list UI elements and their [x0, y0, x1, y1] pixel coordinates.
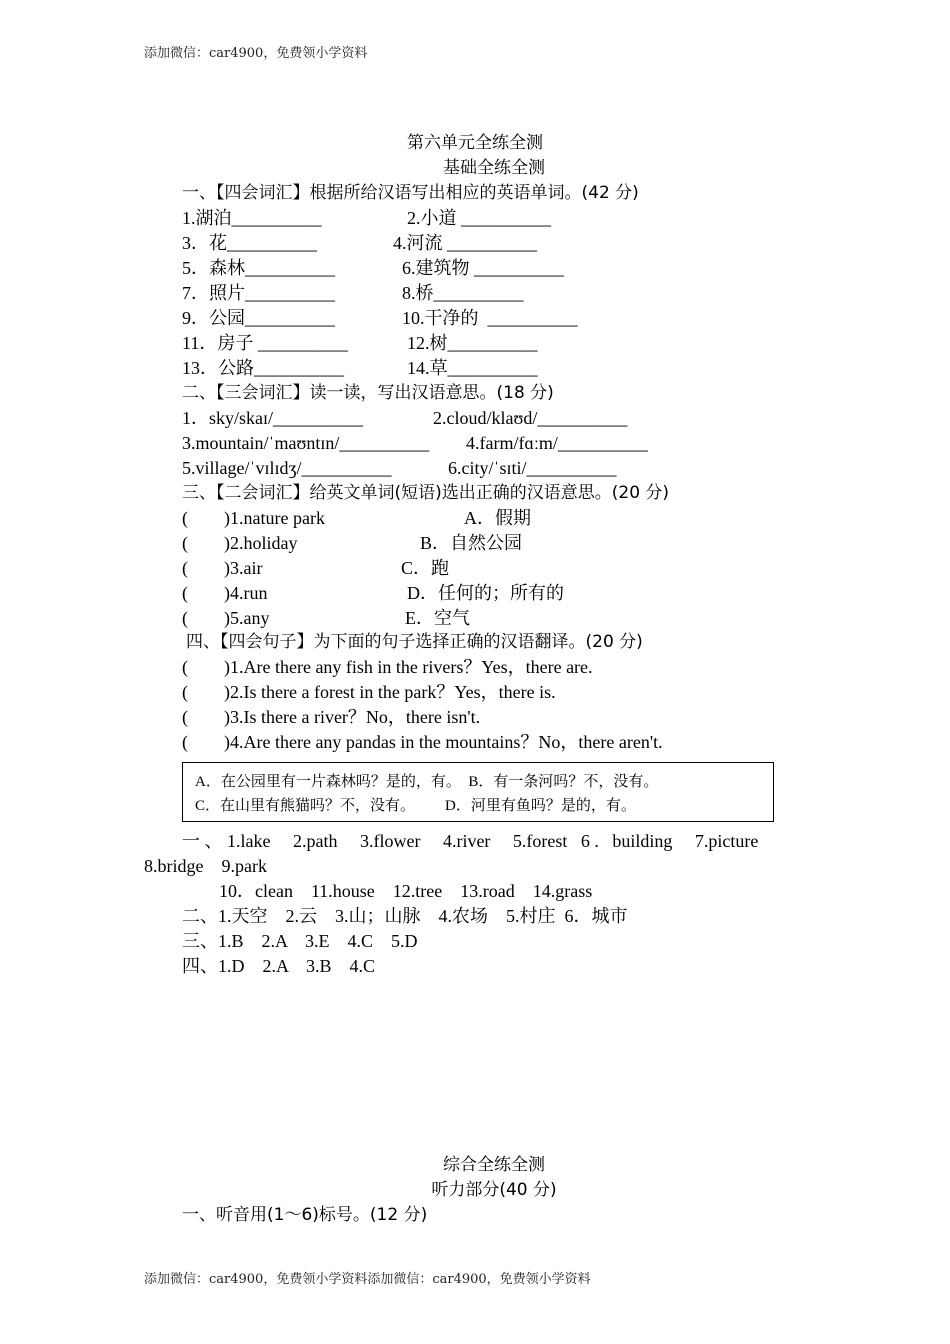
part3-question: ( )3.air [182, 558, 263, 578]
answer-line: 三、1.B 2.A 3.E 4.C 5.D [182, 931, 418, 951]
part2-item: 5.village/ˈvɪlɪdʒ/__________ [182, 458, 392, 478]
part1-item: 2.小道 __________ [407, 208, 551, 228]
answer-line: 四、1.D 2.A 3.B 4.C [182, 956, 376, 976]
part3-question: ( )2.holiday [182, 533, 298, 553]
section2-subtitle: 听力部分(40 分) [431, 1180, 557, 1200]
page-footer: 添加微信：car4900，免费领小学资料添加微信：car4900，免费领小学资料 [144, 1272, 591, 1287]
part1-item: 10.干净的 __________ [402, 308, 578, 328]
part4-question: ( )3.Is there a river？No，there isn't. [182, 707, 481, 727]
part1-item: 12.树__________ [407, 333, 538, 353]
answer-line: 二、1.天空 2.云 3.山；山脉 4.农场 5.村庄 6．城市 [182, 906, 628, 926]
part4-question: ( )2.Is there a forest in the park？Yes，there is. [182, 682, 556, 702]
part3-question: ( )1.nature park [182, 508, 325, 528]
part3-heading: 三、【二会词汇】给英文单词(短语)选出正确的汉语意思。(20 分) [182, 483, 670, 503]
part1-item: 11．房子 __________ [182, 333, 348, 353]
option-line: C．在山里有熊猫吗？不，没有。 D．河里有鱼吗？是的，有。 [195, 798, 636, 814]
part3-question: ( )5.any [182, 608, 270, 628]
part1-item: 9．公园__________ [182, 308, 335, 328]
page-subtitle: 基础全练全测 [443, 158, 545, 178]
answer-line: 10．clean 11.house 12.tree 13.road 14.grass [219, 881, 593, 901]
part1-heading: 一、【四会词汇】根据所给汉语写出相应的英语单词。(42 分) [182, 183, 639, 203]
answer-line: 一 、 1.lake 2.path 3.flower 4.river 5.forest 6 . building 7.picture [182, 831, 759, 851]
section2-heading: 一、听音用(1～6)标号。(12 分) [182, 1205, 428, 1225]
part2-item: 6.city/ˈsɪti/__________ [448, 458, 617, 478]
part2-item: 4.farm/fɑːm/__________ [466, 433, 648, 453]
answer-line: 8.bridge 9.park [144, 856, 267, 876]
part1-item: 6.建筑物 __________ [402, 258, 564, 278]
part1-item: 1.湖泊__________ [182, 208, 322, 228]
part3-choice: D．任何的；所有的 [407, 583, 564, 603]
part2-item: 2.cloud/klaʊd/__________ [433, 408, 628, 428]
part1-item: 3．花__________ [182, 233, 317, 253]
part3-choice: C．跑 [401, 558, 450, 578]
part4-question: ( )1.Are there any fish in the rivers？Yes，there are. [182, 657, 593, 677]
section2-title: 综合全练全测 [443, 1155, 545, 1175]
part1-item: 13．公路__________ [182, 358, 344, 378]
part3-choice: E．空气 [405, 608, 470, 628]
part1-item: 4.河流 __________ [393, 233, 537, 253]
part3-choice: A．假期 [464, 508, 531, 528]
part3-question: ( )4.run [182, 583, 268, 603]
page-title: 第六单元全练全测 [407, 133, 543, 153]
options-box [182, 762, 774, 822]
part2-heading: 二、【三会词汇】读一读，写出汉语意思。(18 分) [182, 383, 554, 403]
part3-choice: B．自然公园 [420, 533, 523, 553]
part1-item: 8.桥__________ [402, 283, 524, 303]
part4-question: ( )4.Are there any pandas in the mountains？No，there aren't. [182, 732, 663, 752]
part2-item: 3.mountain/ˈmaʊntɪn/__________ [182, 433, 430, 453]
page-header: 添加微信：car4900，免费领小学资料 [144, 46, 368, 61]
part1-item: 7．照片__________ [182, 283, 335, 303]
option-line: A．在公园里有一片森林吗？是的，有。 B．有一条河吗？不，没有。 [195, 774, 659, 790]
part2-item: 1．sky/skaɪ/__________ [182, 408, 364, 428]
part4-heading: 四、【四会句子】为下面的句子选择正确的汉语翻译。(20 分) [186, 632, 643, 652]
part1-item: 5．森林__________ [182, 258, 335, 278]
part1-item: 14.草__________ [407, 358, 538, 378]
